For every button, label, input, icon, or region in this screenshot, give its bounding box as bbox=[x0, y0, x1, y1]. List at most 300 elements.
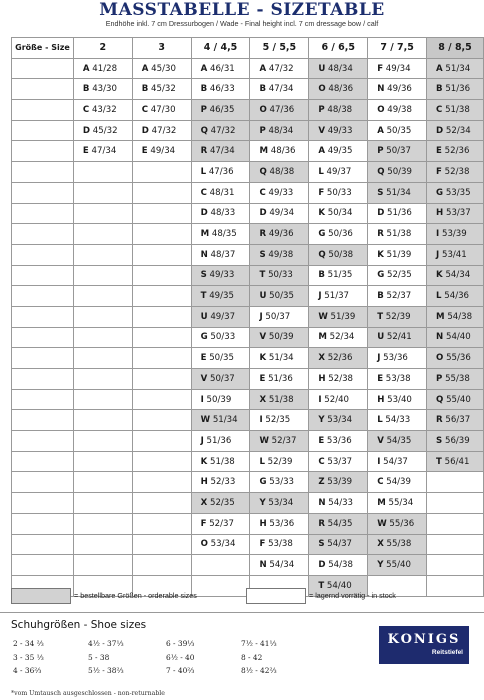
size-code-letter: D bbox=[259, 208, 267, 219]
size-height-calf: 49/33 bbox=[265, 187, 294, 198]
size-table-row bbox=[12, 410, 484, 431]
size-cell bbox=[132, 513, 191, 534]
size-cell bbox=[132, 431, 191, 452]
size-height-calf: 47/32 bbox=[266, 63, 294, 74]
size-table-row bbox=[12, 472, 484, 493]
size-height-calf: 48/31 bbox=[206, 187, 235, 198]
size-code-letter: R bbox=[318, 518, 325, 529]
size-cell bbox=[427, 575, 484, 596]
size-cell bbox=[368, 79, 427, 100]
size-height-calf: 54/33 bbox=[325, 497, 354, 508]
size-height-calf: 49/38 bbox=[384, 104, 412, 115]
size-height-calf: 46/31 bbox=[207, 63, 235, 74]
size-code-letter: R bbox=[377, 229, 384, 240]
size-height-calf: 54/36 bbox=[441, 291, 470, 302]
size-height-calf: 50/37 bbox=[383, 146, 411, 157]
size-cell bbox=[132, 58, 191, 79]
size-code-letter: C bbox=[82, 104, 90, 115]
size-code-letter: X bbox=[318, 353, 325, 364]
size-cell bbox=[250, 203, 309, 224]
size-height-calf: 54/35 bbox=[383, 435, 412, 446]
size-cell bbox=[250, 224, 309, 245]
size-cell bbox=[309, 348, 368, 369]
size-code-letter: F bbox=[259, 539, 266, 550]
size-code-letter: J bbox=[200, 435, 204, 446]
size-height-calf: 53/36 bbox=[380, 353, 408, 364]
size-cell bbox=[427, 203, 484, 224]
shoe-size-entry: 8 - 42 bbox=[241, 652, 263, 662]
size-height-calf: 54/38 bbox=[325, 560, 353, 571]
size-height-calf: 49/37 bbox=[323, 166, 352, 177]
size-table-header-row bbox=[12, 38, 484, 59]
size-cell bbox=[73, 58, 132, 79]
size-code-letter: F bbox=[377, 63, 384, 74]
size-height-calf: 51/39 bbox=[383, 249, 412, 260]
size-code-letter: R bbox=[436, 415, 443, 426]
size-cell bbox=[132, 79, 191, 100]
size-cell bbox=[309, 513, 368, 534]
size-height-calf: 47/34 bbox=[207, 146, 235, 157]
size-code-letter: O bbox=[200, 539, 208, 550]
size-height-calf: 49/35 bbox=[206, 291, 234, 302]
size-height-calf: 49/36 bbox=[384, 84, 412, 95]
size-code-letter: E bbox=[200, 353, 207, 364]
size-row-label-cell bbox=[12, 224, 74, 245]
size-height-calf: 55/34 bbox=[385, 497, 414, 508]
size-row-label-cell bbox=[12, 534, 74, 555]
size-code-letter: U bbox=[377, 332, 385, 343]
size-cell bbox=[191, 369, 250, 390]
size-cell bbox=[132, 100, 191, 121]
size-height-calf: 50/38 bbox=[325, 249, 354, 260]
size-code-letter: E bbox=[318, 435, 325, 446]
size-cell bbox=[132, 265, 191, 286]
size-code-letter: N bbox=[200, 249, 208, 260]
size-cell bbox=[191, 410, 250, 431]
column-header: 7 / 7,5 bbox=[368, 38, 427, 59]
size-table-row bbox=[12, 58, 484, 79]
size-code-letter: K bbox=[436, 270, 443, 281]
size-cell bbox=[191, 265, 250, 286]
size-code-letter: E bbox=[82, 146, 89, 157]
size-table-row bbox=[12, 265, 484, 286]
size-table-row bbox=[12, 555, 484, 576]
size-cell bbox=[132, 534, 191, 555]
column-header: 3 bbox=[132, 38, 191, 59]
shoe-size-entry: 4½ - 37⅓ bbox=[88, 639, 124, 648]
size-code-letter: L bbox=[200, 166, 207, 177]
column-header: 6 / 6,5 bbox=[309, 38, 368, 59]
size-code-letter: D bbox=[377, 208, 385, 219]
size-cell bbox=[73, 141, 132, 162]
size-cell bbox=[191, 306, 250, 327]
size-cell bbox=[73, 493, 132, 514]
size-height-calf: 45/30 bbox=[148, 63, 176, 74]
shoe-size-entry: 8½ - 42⅔ bbox=[241, 666, 277, 675]
size-cell bbox=[309, 79, 368, 100]
size-cell bbox=[250, 555, 309, 576]
size-code-letter: A bbox=[200, 63, 208, 74]
size-code-letter: N bbox=[436, 332, 444, 343]
size-code-letter: N bbox=[259, 560, 267, 571]
size-height-calf: 51/38 bbox=[442, 104, 470, 115]
size-height-calf: 50/39 bbox=[384, 166, 412, 177]
size-height-calf: 51/34 bbox=[383, 187, 411, 198]
size-cell bbox=[73, 182, 132, 203]
size-row-label-cell bbox=[12, 265, 74, 286]
size-height-calf: 55/38 bbox=[442, 373, 470, 384]
size-code-letter: M bbox=[200, 229, 210, 240]
size-cell bbox=[191, 224, 250, 245]
size-cell bbox=[309, 555, 368, 576]
size-height-calf: 49/34 bbox=[266, 208, 295, 219]
corner-header: Größe - Size bbox=[12, 38, 74, 59]
size-table-row bbox=[12, 162, 484, 183]
size-table-row bbox=[12, 431, 484, 452]
size-code-letter: T bbox=[200, 291, 207, 302]
size-code-letter: T bbox=[259, 270, 266, 281]
size-cell bbox=[427, 451, 484, 472]
size-code-letter: C bbox=[318, 456, 325, 467]
size-table-row bbox=[12, 244, 484, 265]
size-cell bbox=[191, 327, 250, 348]
size-code-letter: G bbox=[259, 477, 267, 488]
size-cell bbox=[132, 348, 191, 369]
size-height-calf: 52/35 bbox=[384, 270, 412, 281]
size-table-row bbox=[12, 224, 484, 245]
size-cell bbox=[250, 513, 309, 534]
size-cell bbox=[191, 286, 250, 307]
size-height-calf: 50/37 bbox=[207, 373, 235, 384]
size-row-label-cell bbox=[12, 244, 74, 265]
size-code-letter: L bbox=[436, 291, 442, 302]
size-height-calf: 53/38 bbox=[383, 373, 411, 384]
size-cell bbox=[191, 389, 250, 410]
column-header: 5 / 5,5 bbox=[250, 38, 309, 59]
size-cell bbox=[191, 431, 250, 452]
size-code-letter: L bbox=[377, 415, 383, 426]
size-code-letter: J bbox=[318, 291, 322, 302]
size-cell bbox=[427, 79, 484, 100]
size-cell bbox=[73, 472, 132, 493]
size-height-calf: 52/33 bbox=[207, 477, 236, 488]
size-code-letter: U bbox=[200, 311, 208, 322]
size-cell bbox=[73, 451, 132, 472]
size-code-letter: A bbox=[377, 125, 384, 136]
page-title: MASSTABELLE - SIZETABLE bbox=[99, 0, 385, 20]
size-cell bbox=[368, 120, 427, 141]
size-cell bbox=[427, 244, 484, 265]
size-cell bbox=[427, 141, 484, 162]
size-cell bbox=[368, 389, 427, 410]
size-height-calf: 50/37 bbox=[262, 311, 291, 322]
size-cell bbox=[427, 265, 484, 286]
size-code-letter: B bbox=[259, 84, 267, 95]
size-height-calf: 52/36 bbox=[441, 146, 470, 157]
size-cell bbox=[309, 369, 368, 390]
size-table-row bbox=[12, 182, 484, 203]
size-cell bbox=[427, 327, 484, 348]
size-code-letter: D bbox=[200, 208, 208, 219]
size-cell bbox=[309, 244, 368, 265]
size-code-letter: K bbox=[259, 353, 267, 364]
size-height-calf: 49/37 bbox=[207, 311, 236, 322]
size-code-letter: B bbox=[377, 291, 384, 302]
size-height-calf: 49/33 bbox=[206, 270, 235, 281]
size-code-letter: V bbox=[259, 332, 267, 343]
size-cell bbox=[250, 431, 309, 452]
size-cell bbox=[191, 120, 250, 141]
legend-in-stock-label: = lagernd vorrätig - in stock bbox=[309, 591, 396, 600]
size-cell bbox=[368, 265, 427, 286]
size-height-calf: 51/38 bbox=[383, 229, 412, 240]
size-cell bbox=[132, 327, 191, 348]
size-cell bbox=[427, 162, 484, 183]
size-cell bbox=[427, 286, 484, 307]
size-code-letter: A bbox=[82, 63, 90, 74]
size-code-letter: F bbox=[436, 166, 442, 177]
brand-logo bbox=[379, 626, 469, 664]
size-row-label-cell bbox=[12, 182, 74, 203]
size-height-calf: 51/37 bbox=[321, 291, 350, 302]
size-cell bbox=[73, 555, 132, 576]
size-cell bbox=[191, 472, 250, 493]
size-height-calf: 50/33 bbox=[324, 187, 352, 198]
size-code-letter: A bbox=[141, 63, 149, 74]
size-cell bbox=[73, 389, 132, 410]
size-height-calf: 53/37 bbox=[324, 456, 353, 467]
size-height-calf: 50/35 bbox=[206, 353, 234, 364]
size-cell bbox=[132, 182, 191, 203]
size-height-calf: 48/34 bbox=[325, 63, 353, 74]
size-row-label-cell bbox=[12, 555, 74, 576]
size-table-row bbox=[12, 369, 484, 390]
size-cell bbox=[250, 369, 309, 390]
size-height-calf: 54/38 bbox=[444, 311, 473, 322]
legend-orderable-swatch bbox=[11, 588, 71, 604]
size-code-letter: Y bbox=[377, 560, 384, 571]
size-cell bbox=[250, 451, 309, 472]
size-code-letter: H bbox=[259, 518, 267, 529]
size-height-calf: 50/36 bbox=[325, 229, 353, 240]
size-cell bbox=[368, 141, 427, 162]
size-code-letter: O bbox=[318, 84, 326, 95]
size-cell bbox=[309, 203, 368, 224]
size-height-calf: 48/34 bbox=[265, 125, 294, 136]
size-cell bbox=[132, 472, 191, 493]
size-code-letter: P bbox=[436, 373, 443, 384]
size-height-calf: 53/36 bbox=[266, 518, 295, 529]
size-height-calf: 45/32 bbox=[148, 84, 176, 95]
column-header: 4 / 4,5 bbox=[191, 38, 250, 59]
size-code-letter: T bbox=[318, 580, 325, 591]
size-cell bbox=[132, 120, 191, 141]
size-table-row bbox=[12, 141, 484, 162]
size-height-calf: 47/34 bbox=[88, 146, 117, 157]
size-row-label-cell bbox=[12, 203, 74, 224]
size-cell bbox=[132, 369, 191, 390]
size-height-calf: 52/40 bbox=[321, 394, 350, 405]
size-height-calf: 51/34 bbox=[210, 415, 238, 426]
size-height-calf: 54/37 bbox=[324, 539, 353, 550]
size-cell bbox=[368, 493, 427, 514]
size-cell bbox=[309, 141, 368, 162]
size-height-calf: 50/34 bbox=[325, 208, 353, 219]
size-height-calf: 52/39 bbox=[383, 311, 411, 322]
size-table-row bbox=[12, 100, 484, 121]
size-code-letter: G bbox=[377, 270, 385, 281]
size-cell bbox=[132, 162, 191, 183]
size-row-label-cell bbox=[12, 306, 74, 327]
size-cell bbox=[250, 534, 309, 555]
size-cell bbox=[368, 369, 427, 390]
size-cell bbox=[250, 100, 309, 121]
size-code-letter: P bbox=[200, 104, 207, 115]
size-height-calf: 48/38 bbox=[266, 166, 295, 177]
size-cell bbox=[250, 58, 309, 79]
size-cell bbox=[191, 534, 250, 555]
size-code-letter: E bbox=[436, 146, 442, 157]
size-cell bbox=[427, 120, 484, 141]
size-cell bbox=[250, 141, 309, 162]
size-code-letter: D bbox=[82, 125, 91, 136]
size-code-letter: E bbox=[377, 373, 384, 384]
size-code-letter: L bbox=[318, 166, 324, 177]
size-cell bbox=[73, 327, 132, 348]
size-cell bbox=[368, 58, 427, 79]
size-height-calf: 50/35 bbox=[383, 125, 412, 136]
size-cell bbox=[309, 306, 368, 327]
size-height-calf: 51/38 bbox=[207, 456, 235, 467]
size-cell bbox=[132, 203, 191, 224]
size-row-label-cell bbox=[12, 120, 74, 141]
size-cell bbox=[73, 534, 132, 555]
shoe-size-entry: 5½ - 38⅔ bbox=[88, 666, 124, 675]
size-height-calf: 52/37 bbox=[383, 291, 412, 302]
footnote: *vom Umtausch ausgeschlossen - non-returnable bbox=[11, 690, 165, 697]
size-cell bbox=[132, 555, 191, 576]
size-code-letter: W bbox=[318, 311, 328, 322]
size-cell bbox=[368, 513, 427, 534]
size-row-label-cell bbox=[12, 431, 74, 452]
size-code-letter: N bbox=[318, 497, 326, 508]
size-row-label-cell bbox=[12, 79, 74, 100]
size-code-letter: W bbox=[259, 435, 269, 446]
size-code-letter: I bbox=[436, 229, 440, 240]
size-cell bbox=[368, 203, 427, 224]
size-height-calf: 51/35 bbox=[324, 270, 353, 281]
size-cell bbox=[132, 306, 191, 327]
size-table bbox=[11, 37, 484, 597]
size-height-calf: 48/36 bbox=[325, 84, 354, 95]
size-cell bbox=[368, 306, 427, 327]
size-cell bbox=[368, 555, 427, 576]
size-cell bbox=[309, 265, 368, 286]
size-cell bbox=[368, 451, 427, 472]
size-code-letter: M bbox=[259, 146, 269, 157]
size-table-row bbox=[12, 286, 484, 307]
size-code-letter: H bbox=[200, 477, 208, 488]
size-height-calf: 54/40 bbox=[324, 580, 352, 591]
size-code-letter: S bbox=[200, 270, 207, 281]
size-cell bbox=[191, 58, 250, 79]
size-code-letter: A bbox=[318, 146, 325, 157]
size-height-calf: 51/39 bbox=[327, 311, 356, 322]
size-cell bbox=[73, 369, 132, 390]
size-table-row bbox=[12, 79, 484, 100]
size-code-letter: X bbox=[259, 394, 267, 405]
size-height-calf: 53/37 bbox=[443, 208, 471, 219]
shoe-sizes-column bbox=[166, 637, 194, 678]
size-cell bbox=[368, 286, 427, 307]
size-cell bbox=[368, 100, 427, 121]
size-height-calf: 55/38 bbox=[383, 539, 412, 550]
size-cell bbox=[368, 244, 427, 265]
size-code-letter: V bbox=[318, 125, 325, 136]
size-height-calf: 54/39 bbox=[383, 477, 411, 488]
size-cell bbox=[250, 389, 309, 410]
size-height-calf: 45/32 bbox=[90, 125, 118, 136]
size-code-letter: I bbox=[259, 415, 263, 426]
size-code-letter: G bbox=[318, 229, 326, 240]
size-code-letter: S bbox=[259, 249, 266, 260]
size-code-letter: T bbox=[436, 456, 442, 467]
size-row-label-cell bbox=[12, 369, 74, 390]
size-cell bbox=[250, 410, 309, 431]
size-height-calf: 53/38 bbox=[265, 539, 293, 550]
size-cell bbox=[191, 203, 250, 224]
size-cell bbox=[191, 162, 250, 183]
size-code-letter: S bbox=[377, 187, 384, 198]
shoe-size-entry: 7½ - 41⅓ bbox=[241, 639, 277, 648]
size-height-calf: 48/37 bbox=[207, 249, 236, 260]
size-cell bbox=[191, 141, 250, 162]
size-height-calf: 50/35 bbox=[266, 291, 294, 302]
size-cell bbox=[309, 493, 368, 514]
size-code-letter: A bbox=[436, 63, 443, 74]
size-height-calf: 56/41 bbox=[441, 456, 470, 467]
size-cell bbox=[132, 224, 191, 245]
size-height-calf: 50/39 bbox=[266, 332, 294, 343]
size-code-letter: S bbox=[436, 435, 443, 446]
size-height-calf: 53/34 bbox=[265, 497, 294, 508]
size-code-letter: X bbox=[377, 539, 384, 550]
size-table-body bbox=[12, 58, 484, 596]
size-code-letter: F bbox=[318, 187, 325, 198]
brand-name: KONIGS bbox=[387, 632, 461, 647]
size-cell bbox=[309, 431, 368, 452]
size-table-row bbox=[12, 327, 484, 348]
size-cell bbox=[368, 472, 427, 493]
shoe-size-entry: 6½ - 40 bbox=[166, 652, 195, 662]
size-code-letter: Y bbox=[259, 497, 266, 508]
size-row-label-cell bbox=[12, 389, 74, 410]
size-height-calf: 47/36 bbox=[206, 166, 234, 177]
size-code-letter: K bbox=[200, 456, 208, 467]
size-cell bbox=[309, 286, 368, 307]
size-row-label-cell bbox=[12, 141, 74, 162]
size-code-letter: B bbox=[200, 84, 208, 95]
size-table-row bbox=[12, 534, 484, 555]
size-height-calf: 52/39 bbox=[264, 456, 293, 467]
size-row-label-cell bbox=[12, 472, 74, 493]
size-height-calf: 52/34 bbox=[326, 332, 355, 343]
size-cell bbox=[309, 451, 368, 472]
size-height-calf: 48/35 bbox=[209, 229, 237, 240]
size-cell bbox=[427, 555, 484, 576]
size-height-calf: 54/33 bbox=[382, 415, 411, 426]
size-cell bbox=[427, 513, 484, 534]
